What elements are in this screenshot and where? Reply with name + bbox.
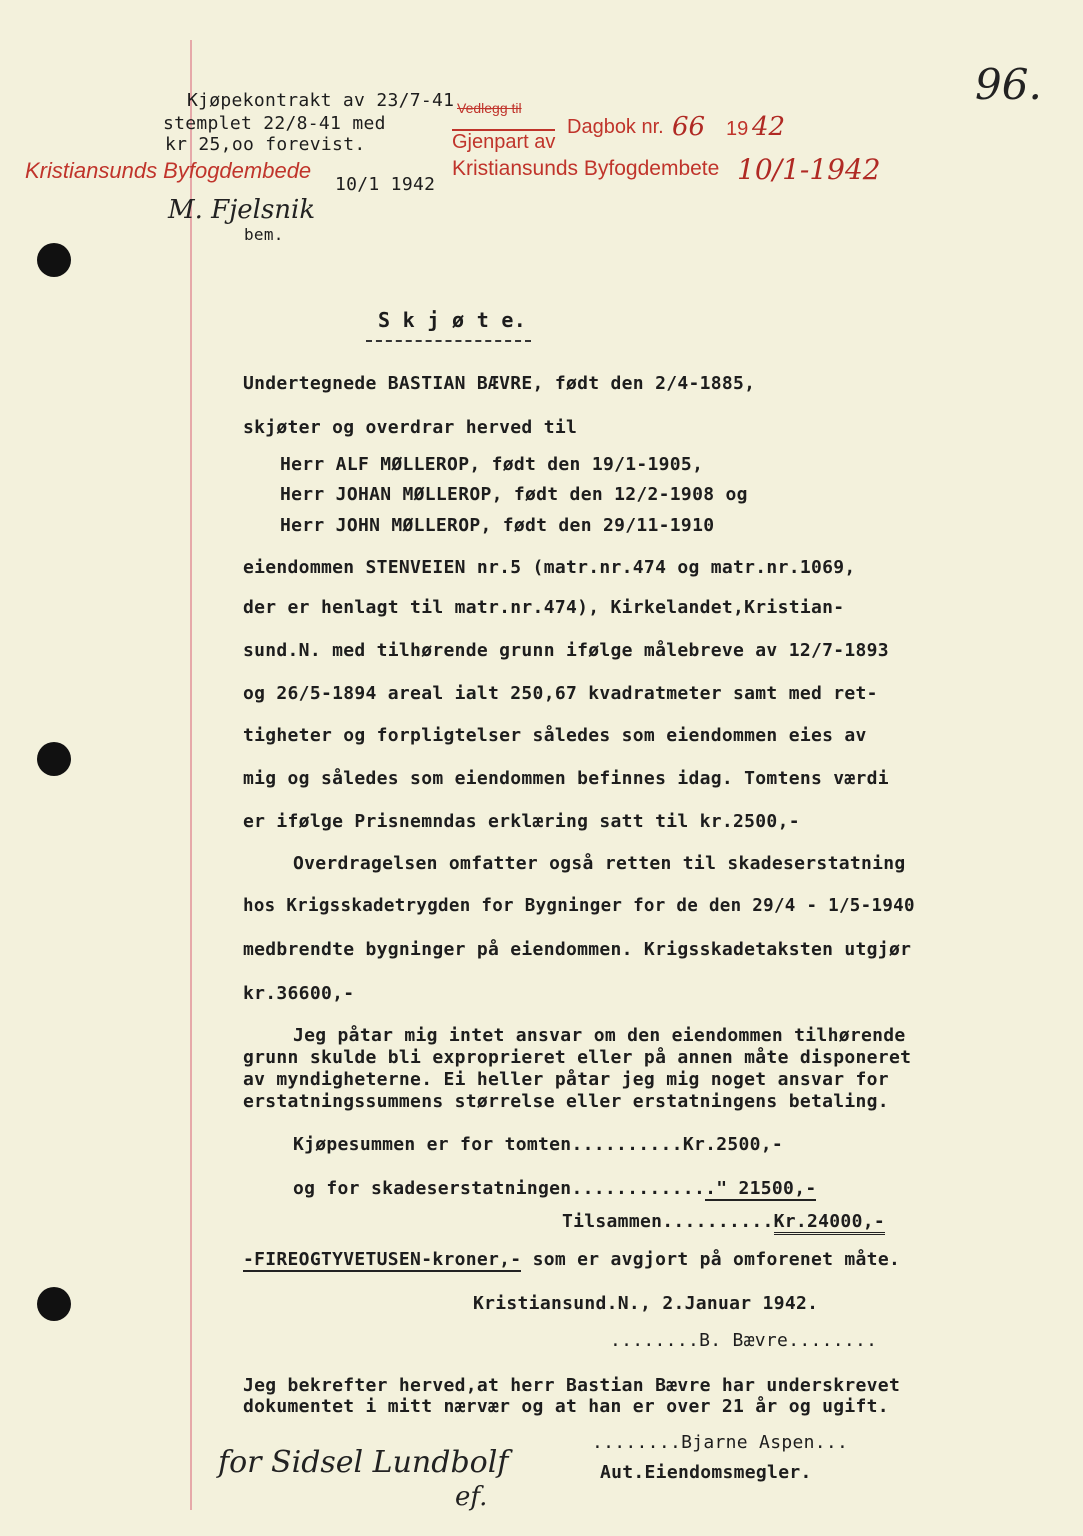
- body-line: skjøter og overdrar herved til: [243, 417, 578, 438]
- sum-value: Kr.2500,-: [682, 1134, 784, 1155]
- clause-line: Jeg påtar mig intet ansvar om den eiendommen tilhørende: [293, 1025, 906, 1046]
- body-line: Herr ALF MØLLEROP, født den 19/1-1905,: [280, 454, 704, 475]
- registration-line-3: kr 25,oo forevist.: [165, 134, 366, 155]
- body-line: eiendommen STENVEIEN nr.5 (matr.nr.474 og matr.nr.1069,: [243, 557, 856, 578]
- punch-hole: [37, 1287, 71, 1321]
- body-line: mig og således som eiendommen befinnes idag. Tomtens værdi: [243, 768, 889, 789]
- sum-value: ." 21500,-: [705, 1178, 817, 1199]
- body-line: Overdragelsen omfatter også retten til skadeserstatning: [293, 853, 906, 874]
- stamp-office: Kristiansunds Byfogdembete: [452, 157, 720, 180]
- body-line: Herr JOHAN MØLLEROP, født den 12/2-1908 og: [280, 484, 748, 505]
- registration-date: 10/1 1942: [335, 174, 436, 195]
- stamp-date-hand: 10/1-1942: [737, 153, 881, 186]
- broker-title: Aut.Eiendomsmegler.: [600, 1462, 812, 1483]
- body-line: tigheter og forpligtelser således som eiendommen eies av: [243, 725, 867, 746]
- seller-signature: ........B. Bævre........: [610, 1330, 878, 1351]
- place-date: Kristiansund.N., 2.Januar 1942.: [473, 1293, 819, 1314]
- sum-total-value: Kr.24000,-: [774, 1211, 885, 1235]
- stamp-year-prefix: 19: [726, 118, 749, 140]
- body-line: er ifølge Prisnemndas erklæring satt til kr.2500,-: [243, 811, 800, 832]
- clause-line: grunn skulde bli exproprieret eller på annen måte disponeret: [243, 1047, 912, 1068]
- amount-words: -FIREOGTYVETUSEN-kroner,-: [243, 1249, 522, 1270]
- body-line: kr.36600,-: [243, 983, 355, 1004]
- amount-words-line: [243, 1249, 900, 1270]
- stamp-gjenpart: Gjenpart av: [452, 131, 556, 153]
- punch-hole: [37, 742, 71, 776]
- sum-label: Tilsammen: [562, 1211, 663, 1232]
- margin-line: [190, 40, 192, 1510]
- registration-abbr: bem.: [244, 225, 284, 244]
- body-line: og 26/5-1894 areal ialt 250,67 kvadratmeter samt med ret-: [243, 683, 878, 704]
- body-line: medbrendte bygninger på eiendommen. Krigsskadetaksten utgjør: [243, 939, 912, 960]
- stamp-vedlegg: Vedlegg til: [457, 100, 522, 116]
- sum-row-skadeserstatning: [293, 1178, 816, 1199]
- sum-dots: ..........: [571, 1134, 683, 1155]
- body-line: Undertegnede BASTIAN BÆVRE, født den 2/4-1885,: [243, 373, 756, 394]
- attestation-line: Jeg bekrefter herved,at herr Bastian Bævre har underskrevet: [243, 1375, 901, 1396]
- witness-signature-suffix: ef.: [455, 1482, 488, 1512]
- stamp-dagbok-label: Dagbok nr.: [567, 116, 664, 138]
- attestation-line: dokumentet i mitt nærvær og at han er over 21 år og ugift.: [243, 1396, 889, 1417]
- sum-label: Kjøpesummen er for tomten: [293, 1134, 572, 1155]
- title-underline: [366, 340, 531, 342]
- stamp-dagbok-number: 66: [672, 112, 706, 142]
- registrar-signature: M. Fjelsnik: [168, 195, 316, 225]
- body-line: Herr JOHN MØLLEROP, født den 29/11-1910: [280, 515, 715, 536]
- sum-row-tomten: [293, 1134, 783, 1155]
- broker-signature: ........Bjarne Aspen...: [592, 1432, 849, 1453]
- registration-line-1: Kjøpekontrakt av 23/7-41: [187, 90, 455, 111]
- amount-words-rest: som er avgjort på omforenet måte.: [532, 1249, 901, 1270]
- page-number: 96.: [975, 60, 1042, 109]
- registration-line-2: stemplet 22/8-41 med: [163, 113, 386, 134]
- body-line: hos Krigsskadetrygden for Bygninger for de den 29/4 - 1/5-1940: [243, 896, 915, 916]
- clause-line: av myndigheterne. Ei heller påtar jeg mig noget ansvar for: [243, 1069, 889, 1090]
- body-line: sund.N. med tilhørende grunn ifølge målebreve av 12/7-1893: [243, 640, 889, 661]
- body-line: der er henlagt til matr.nr.474), Kirkelandet,Kristian-: [243, 597, 845, 618]
- punch-hole: [37, 243, 71, 277]
- document-title: S k j ø t e.: [378, 308, 527, 332]
- stamp-year-hand: 42: [752, 112, 786, 142]
- witness-signature: for Sidsel Lundbolf: [218, 1445, 509, 1480]
- sum-label: og for skadeserstatningen: [293, 1178, 572, 1199]
- sum-row-total: [562, 1211, 885, 1232]
- clause-line: erstatningssummens størrelse eller erstatningens betaling.: [243, 1091, 889, 1112]
- sum-dots: ..........: [662, 1211, 774, 1232]
- sum-dots: ............: [571, 1178, 706, 1199]
- office-stamp-left: Kristiansunds Byfogdembede: [25, 158, 312, 183]
